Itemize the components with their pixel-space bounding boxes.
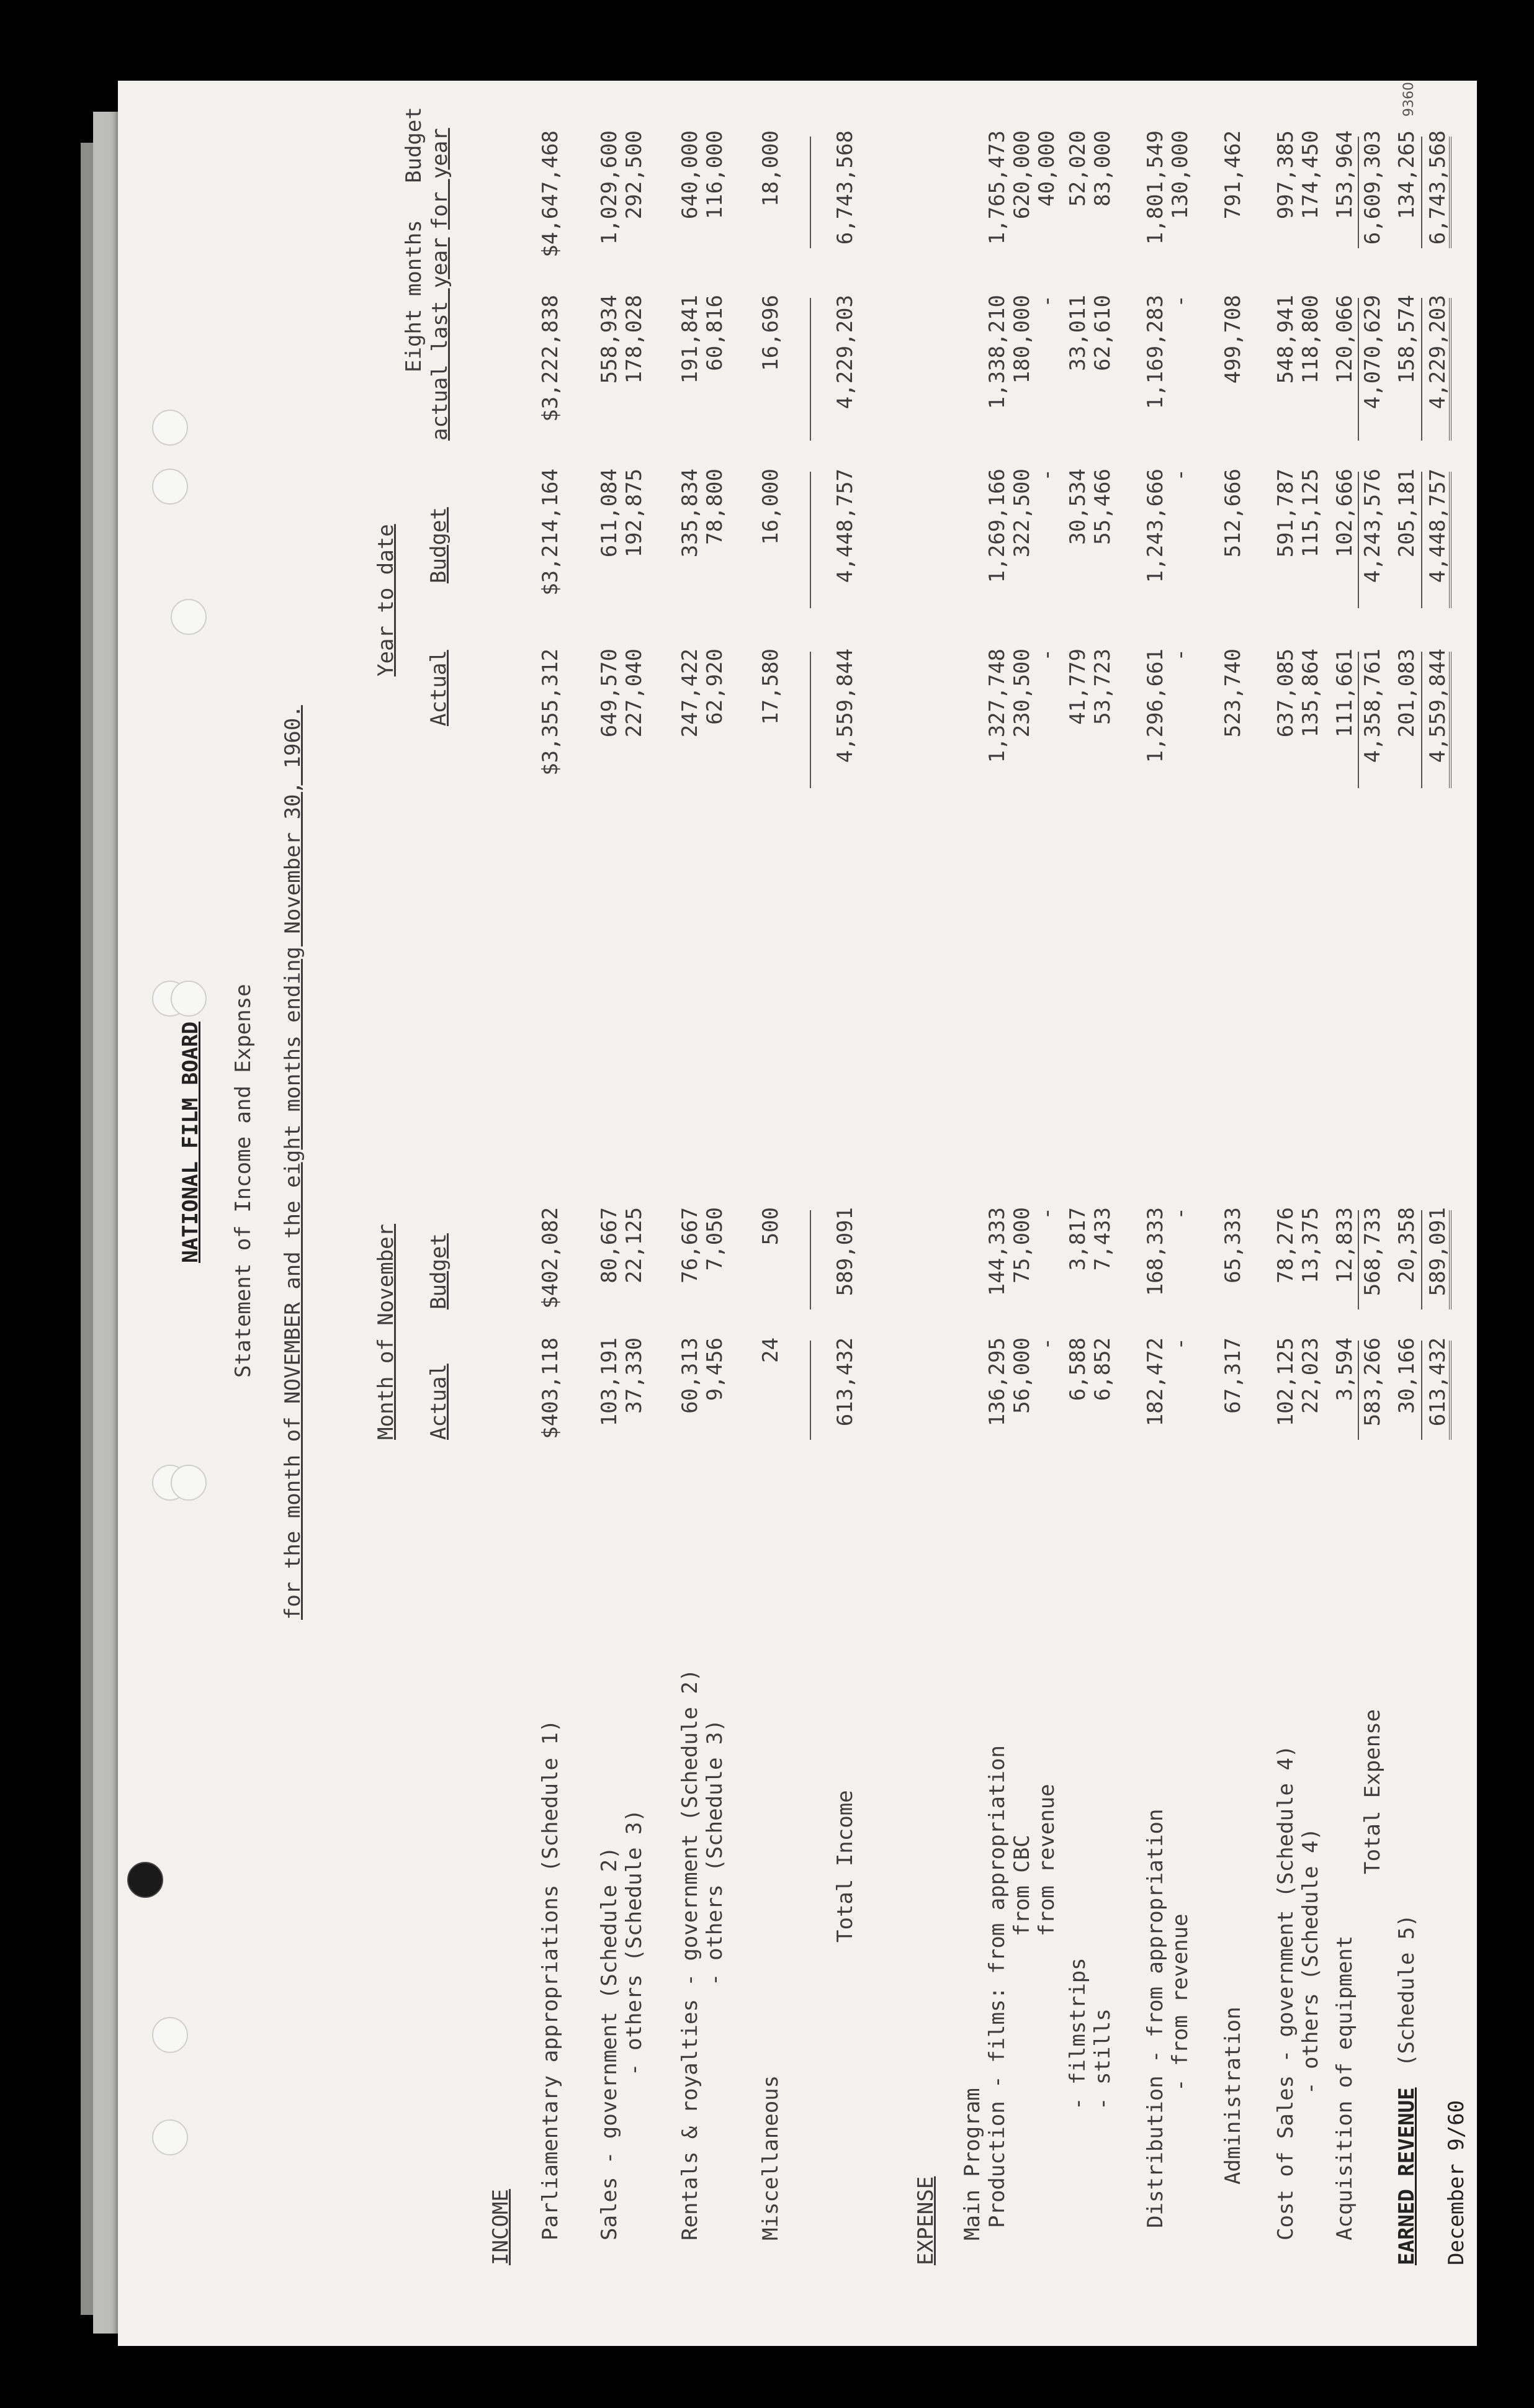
cell-grand-ytd-budget: 4,448,757: [1425, 469, 1450, 583]
cell-total-expense-ytd-actual: 4,358,761: [1360, 649, 1385, 763]
cell-sales-gov-month-budget: 80,667: [597, 1207, 622, 1283]
cell-rent-oth-ytd-budget: 78,800: [702, 469, 727, 545]
rule: [810, 1210, 811, 1310]
label-distribution-rev: - from revenue: [1168, 1913, 1193, 2091]
cell-dist-app-month-budget: 168,333: [1143, 1207, 1168, 1296]
cell-cos-oth-budget-for-year: 174,450: [1298, 130, 1323, 220]
cell-cos-oth-ytd-actual: 135,864: [1298, 649, 1323, 738]
double-rule: [1449, 137, 1451, 248]
cell-prod-rev-ytd-actual: -: [1034, 649, 1059, 662]
cell-prod-rev-last-year-actual: -: [1034, 295, 1059, 308]
cell-sales-gov-month-actual: 103,191: [597, 1337, 622, 1427]
rule: [810, 472, 811, 608]
cell-filmstrips-month-actual: 6,588: [1065, 1337, 1090, 1401]
cell-total-expense-budget-for-year: 6,609,303: [1360, 130, 1385, 245]
group-header-ytd: Year to date: [374, 524, 398, 676]
cell-rent-oth-budget-for-year: 116,000: [702, 130, 727, 220]
cell-total-income-month-budget: 589,091: [833, 1207, 858, 1296]
cell-earned-ytd-actual: 201,083: [1394, 649, 1419, 738]
cell-prod-films-last-year-actual: 1,338,210: [985, 295, 1010, 410]
cell-cos-gov-budget-for-year: 997,385: [1273, 130, 1298, 220]
rule: [1421, 1341, 1422, 1440]
cell-sales-gov-ytd-budget: 611,084: [597, 469, 622, 558]
cell-stills-ytd-actual: 53,723: [1090, 649, 1115, 725]
cell-stills-ytd-budget: 55,466: [1090, 469, 1115, 545]
header-ytd-budget: Budget: [426, 507, 451, 583]
period-line: for the month of NOVEMBER and the eight months ending November 30, 1960.: [280, 705, 305, 1620]
cell-sales-oth-ytd-actual: 227,040: [622, 649, 647, 738]
cell-rent-gov-month-budget: 76,667: [678, 1207, 702, 1283]
cell-parl-budget-for-year: $4,647,468: [538, 130, 563, 258]
label-filmstrips: - filmstrips: [1065, 1957, 1090, 2110]
header-ytd-actual: Actual: [426, 650, 451, 726]
section-expense: EXPENSE: [913, 2176, 938, 2265]
cell-cos-oth-month-actual: 22,023: [1298, 1337, 1323, 1414]
cell-prod-films-month-budget: 144,333: [985, 1207, 1010, 1296]
label-miscellaneous: Miscellaneous: [758, 2075, 783, 2240]
cell-earned-month-actual: 30,166: [1394, 1337, 1419, 1414]
cell-prod-cbc-month-actual: 56,000: [1010, 1337, 1034, 1414]
header-month-budget: Budget: [426, 1233, 451, 1310]
cell-parl-ytd-actual: $3,355,312: [538, 649, 563, 776]
cell-dist-rev-budget-for-year: 130,000: [1168, 130, 1193, 220]
double-rule: [1449, 652, 1451, 788]
cell-acq-last-year-actual: 120,066: [1332, 295, 1357, 384]
cell-stills-last-year-actual: 62,610: [1090, 295, 1115, 371]
cell-filmstrips-budget-for-year: 52,020: [1065, 130, 1090, 207]
cell-filmstrips-last-year-actual: 33,011: [1065, 295, 1090, 371]
cell-total-income-budget-for-year: 6,743,568: [833, 130, 858, 245]
cell-admin-ytd-budget: 512,666: [1221, 469, 1245, 558]
cell-stills-month-budget: 7,433: [1090, 1207, 1115, 1271]
cell-cos-oth-ytd-budget: 115,125: [1298, 469, 1323, 558]
header-budget-year-1: Budget: [401, 107, 426, 183]
cell-sales-gov-last-year-actual: 558,934: [597, 295, 622, 384]
cell-prod-films-budget-for-year: 1,765,473: [985, 130, 1010, 245]
cell-misc-month-actual: 24: [758, 1337, 783, 1363]
cell-parl-month-budget: $402,082: [538, 1207, 563, 1309]
cell-filmstrips-month-budget: 3,817: [1065, 1207, 1090, 1271]
rule: [1358, 472, 1359, 608]
label-cost-of-sales-gov: Cost of Sales - government (Schedule 4): [1273, 1745, 1298, 2240]
label-from-revenue: from revenue: [1034, 1784, 1059, 1936]
cell-total-expense-month-budget: 568,733: [1360, 1207, 1385, 1296]
cell-sales-gov-ytd-actual: 649,570: [597, 649, 622, 738]
cell-prod-rev-month-budget: -: [1034, 1207, 1059, 1220]
cell-prod-films-ytd-actual: 1,327,748: [985, 649, 1010, 763]
cell-rent-gov-month-actual: 60,313: [678, 1337, 702, 1414]
cell-total-income-ytd-actual: 4,559,844: [833, 649, 858, 763]
rule: [1358, 137, 1359, 248]
cell-admin-ytd-actual: 523,740: [1221, 649, 1245, 738]
cell-sales-gov-budget-for-year: 1,029,600: [597, 130, 622, 245]
cell-sales-oth-last-year-actual: 178,028: [622, 295, 647, 384]
cell-total-income-ytd-budget: 4,448,757: [833, 469, 858, 583]
cell-acq-ytd-actual: 111,661: [1332, 649, 1357, 738]
cell-dist-app-last-year-actual: 1,169,283: [1143, 295, 1168, 410]
cell-misc-budget-for-year: 18,000: [758, 130, 783, 207]
cell-total-expense-month-actual: 583,266: [1360, 1337, 1385, 1427]
cell-filmstrips-ytd-actual: 41,779: [1065, 649, 1090, 725]
label-sales-others: - others (Schedule 3): [622, 1809, 647, 2076]
cell-parl-ytd-budget: $3,214,164: [538, 469, 563, 596]
label-earned-schedule: (Schedule 5): [1394, 1914, 1419, 2067]
cell-acq-ytd-budget: 102,666: [1332, 469, 1357, 558]
cell-sales-oth-budget-for-year: 292,500: [622, 130, 647, 220]
rule: [810, 137, 811, 248]
rule: [810, 652, 811, 788]
cell-rent-gov-last-year-actual: 191,841: [678, 295, 702, 384]
cell-acq-month-budget: 12,833: [1332, 1207, 1357, 1283]
rule: [1421, 137, 1422, 248]
header-budget-year-2: for year: [428, 128, 452, 230]
cell-dist-rev-ytd-budget: -: [1168, 469, 1193, 482]
cell-misc-ytd-actual: 17,580: [758, 649, 783, 725]
label-rentals-gov: Rentals & royalties - government (Schedule 2): [678, 1668, 702, 2240]
cell-cos-gov-month-actual: 102,125: [1273, 1337, 1298, 1427]
label-administration: Administration: [1221, 2006, 1245, 2185]
cell-parl-last-year-actual: $3,222,838: [538, 295, 563, 422]
cell-dist-app-ytd-budget: 1,243,666: [1143, 469, 1168, 583]
double-rule: [1449, 1210, 1451, 1310]
label-stills: - stills: [1090, 2008, 1115, 2110]
cell-misc-month-budget: 500: [758, 1207, 783, 1246]
cell-admin-last-year-actual: 499,708: [1221, 295, 1245, 384]
label-total-expense: Total Expense: [1360, 1709, 1385, 1874]
double-rule: [1449, 298, 1451, 441]
page-number-stamp: 9360: [1401, 82, 1417, 117]
cell-prod-rev-budget-for-year: 40,000: [1034, 130, 1059, 207]
cell-prod-rev-month-actual: -: [1034, 1337, 1059, 1350]
header-last-year-1: Eight months: [401, 220, 426, 372]
rule: [1358, 298, 1359, 441]
cell-dist-rev-month-actual: -: [1168, 1337, 1193, 1350]
header-month-actual: Actual: [426, 1363, 451, 1440]
cell-rent-gov-ytd-budget: 335,834: [678, 469, 702, 558]
cell-prod-cbc-ytd-actual: 230,500: [1010, 649, 1034, 738]
cell-prod-cbc-month-budget: 75,000: [1010, 1207, 1034, 1283]
cell-grand-last-year-actual: 4,229,203: [1425, 295, 1450, 410]
cell-prod-cbc-last-year-actual: 180,000: [1010, 295, 1034, 384]
cell-admin-budget-for-year: 791,462: [1221, 130, 1245, 220]
rule: [1358, 1210, 1359, 1310]
cell-total-income-last-year-actual: 4,229,203: [833, 295, 858, 410]
cell-cos-gov-month-budget: 78,276: [1273, 1207, 1298, 1283]
cell-acq-budget-for-year: 153,964: [1332, 130, 1357, 220]
label-acquisition: Acquisition of equipment: [1332, 1935, 1357, 2240]
cell-dist-rev-ytd-actual: -: [1168, 649, 1193, 662]
rule: [810, 298, 811, 441]
cell-cos-oth-month-budget: 13,375: [1298, 1207, 1323, 1283]
cell-filmstrips-ytd-budget: 30,534: [1065, 469, 1090, 545]
cell-dist-app-budget-for-year: 1,801,549: [1143, 130, 1168, 245]
cell-cos-gov-last-year-actual: 548,941: [1273, 295, 1298, 384]
document-title: NATIONAL FILM BOARD: [178, 1022, 203, 1263]
cell-stills-month-actual: 6,852: [1090, 1337, 1115, 1401]
label-sales-gov: Sales - government (Schedule 2): [597, 1846, 622, 2240]
header-last-year-2: actual last year: [428, 237, 452, 441]
cell-misc-ytd-budget: 16,000: [758, 469, 783, 545]
rotated-statement: [143, 107, 1469, 2296]
cell-dist-app-month-actual: 182,472: [1143, 1337, 1168, 1427]
cell-dist-app-ytd-actual: 1,296,661: [1143, 649, 1168, 763]
cell-cos-gov-ytd-budget: 591,787: [1273, 469, 1298, 558]
cell-total-income-month-actual: 613,432: [833, 1337, 858, 1427]
cell-admin-month-actual: 67,317: [1221, 1337, 1245, 1414]
rule: [810, 1341, 811, 1440]
cell-rent-oth-ytd-actual: 62,920: [702, 649, 727, 725]
label-production-films: Production - films: from appropriation: [985, 1745, 1010, 2228]
cell-prod-rev-ytd-budget: -: [1034, 469, 1059, 482]
cell-earned-budget-for-year: 134,265: [1394, 130, 1419, 220]
cell-earned-ytd-budget: 205,181: [1394, 469, 1419, 558]
label-main-program: Main Program: [960, 2088, 985, 2240]
cell-total-expense-ytd-budget: 4,243,576: [1360, 469, 1385, 583]
group-header-month: Month of November: [374, 1224, 398, 1440]
cell-sales-oth-ytd-budget: 192,875: [622, 469, 647, 558]
label-earned-revenue: EARNED REVENUE: [1394, 2087, 1419, 2265]
cell-rent-oth-month-actual: 9,456: [702, 1337, 727, 1401]
cell-stills-budget-for-year: 83,000: [1090, 130, 1115, 207]
label-parliamentary: Parliamentary appropriations (Schedule 1): [538, 1719, 563, 2240]
cell-total-expense-last-year-actual: 4,070,629: [1360, 295, 1385, 410]
cell-dist-rev-month-budget: -: [1168, 1207, 1193, 1220]
cell-cos-oth-last-year-actual: 118,800: [1298, 295, 1323, 384]
footer-date: December 9/60: [1444, 2100, 1469, 2265]
rule: [1421, 652, 1422, 788]
rule: [1358, 1341, 1359, 1440]
label-rentals-others: - others (Schedule 3): [702, 1719, 727, 1986]
cell-earned-last-year-actual: 158,574: [1394, 295, 1419, 384]
cell-misc-last-year-actual: 16,696: [758, 295, 783, 371]
double-rule: [1449, 472, 1451, 608]
cell-admin-month-budget: 65,333: [1221, 1207, 1245, 1283]
rule: [1358, 652, 1359, 788]
document-subtitle: Statement of Income and Expense: [231, 984, 256, 1378]
cell-rent-gov-ytd-actual: 247,422: [678, 649, 702, 738]
cell-grand-month-actual: 613,432: [1425, 1337, 1450, 1427]
label-distribution-app: Distribution - from appropriation: [1143, 1808, 1168, 2228]
cell-prod-cbc-budget-for-year: 620,000: [1010, 130, 1034, 220]
rule: [1421, 298, 1422, 441]
cell-parl-month-actual: $403,118: [538, 1337, 563, 1439]
cell-rent-gov-budget-for-year: 640,000: [678, 130, 702, 220]
label-cost-of-sales-others: - others (Schedule 4): [1298, 1828, 1323, 2095]
label-total-income: Total Income: [833, 1790, 858, 1943]
cell-prod-films-month-actual: 136,295: [985, 1337, 1010, 1427]
cell-sales-oth-month-budget: 22,125: [622, 1207, 647, 1283]
cell-dist-rev-last-year-actual: -: [1168, 295, 1193, 308]
cell-acq-month-actual: 3,594: [1332, 1337, 1357, 1401]
cell-prod-films-ytd-budget: 1,269,166: [985, 469, 1010, 583]
cell-grand-budget-for-year: 6,743,568: [1425, 130, 1450, 245]
rule: [1421, 472, 1422, 608]
cell-grand-ytd-actual: 4,559,844: [1425, 649, 1450, 763]
label-from-cbc: from CBC: [1010, 1835, 1034, 1936]
cell-sales-oth-month-actual: 37,330: [622, 1337, 647, 1414]
section-income: INCOME: [488, 2189, 513, 2265]
cell-rent-oth-month-budget: 7,050: [702, 1207, 727, 1271]
cell-prod-cbc-ytd-budget: 322,500: [1010, 469, 1034, 558]
cell-earned-month-budget: 20,358: [1394, 1207, 1419, 1283]
rule: [1421, 1210, 1422, 1310]
double-rule: [1449, 1341, 1451, 1440]
cell-rent-oth-last-year-actual: 60,816: [702, 295, 727, 371]
cell-cos-gov-ytd-actual: 637,085: [1273, 649, 1298, 738]
cell-grand-month-budget: 589,091: [1425, 1207, 1450, 1296]
